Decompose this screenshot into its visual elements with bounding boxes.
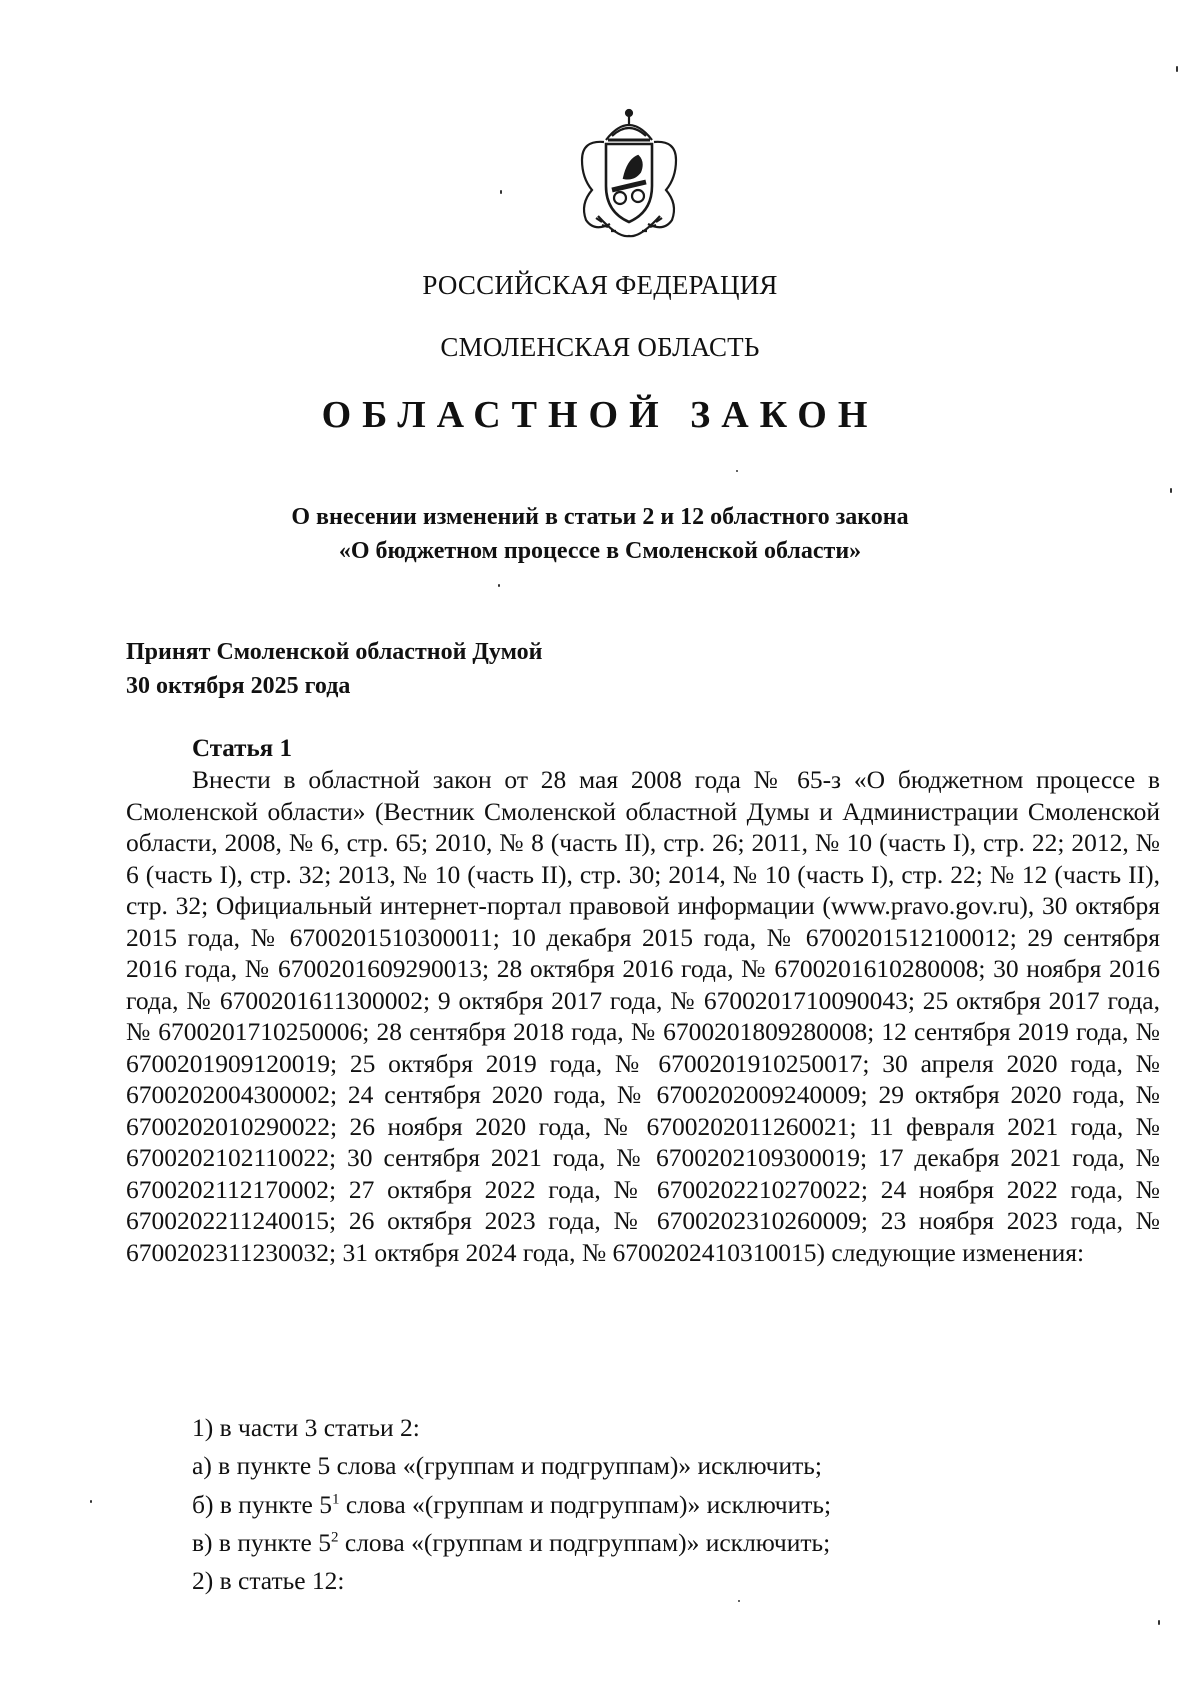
article-1-item-1: [192, 1411, 420, 1445]
law-subtitle-line-2: «О бюджетном процессе в Смоленской области»: [338, 538, 862, 564]
scan-speck: [738, 1600, 740, 1602]
article-1-item-2: [192, 1449, 822, 1483]
item-5-text: 2) в статье 12:: [192, 1566, 345, 1595]
scan-speck: [1158, 1620, 1160, 1625]
item-3-superscript: 1: [331, 1491, 340, 1508]
scan-speck: [500, 190, 502, 194]
item-1-text: 1) в части 3 статьи 2:: [192, 1413, 420, 1442]
adoption-body: Принят Смоленской областной Думой: [126, 639, 543, 665]
document-type-title: ОБЛАСТНОЙ ЗАКОН: [321, 394, 879, 436]
country-heading: РОССИЙСКАЯ ФЕДЕРАЦИЯ: [422, 270, 778, 300]
article-1-item-3: [192, 1488, 831, 1522]
region-heading: СМОЛЕНСКАЯ ОБЛАСТЬ: [440, 332, 760, 362]
item-3-text: б) в пункте 5: [192, 1490, 332, 1519]
item-3-tail: слова «(группам и подгруппам)» исключить;: [339, 1490, 832, 1519]
adoption-date: 30 октября 2025 года: [126, 673, 351, 699]
article-1-item-4: [192, 1526, 830, 1560]
article-1-body: Внести в областной закон от 28 мая 2008 года № 65-з «О бюджетном процессе в Смоленской области» (Вестник Смоленской областной Думы и Администрации Смоленской области, 2008, № 6, стр. 65; 2010, № 8 (часть II), стр. 26; 2011, № 10 (часть I), стр. 22; 2012, № 6 (часть I), стр. 32; 2013, № 10 (часть II), стр. 30; 2014, № 10 (часть I), стр. 22; № 12 (часть II), стр. 32; Официальный интернет-портал правовой информации (www.pravo.gov.ru), 30 октября 2015 года, № 6700201510300011; 10 декабря 2015 года, № 6700201512100012; 29 сентября 2016 года, № 6700201609290013; 28 октября 2016 года, № 6700201610280008; 30 ноября 2016 года, № 6700201611300002; 9 октября 2017 года, № 6700201710090043; 25 октября 2017 года, № 6700201710250006; 28 сентября 2018 года, № 6700201809280008; 12 сентября 2019 года, № 6700201909120019; 25 октября 2019 года, № 6700201910250017; 30 апреля 2020 года, № 6700202004300002; 24 сентября 2020 года, № 6700202009240009; 29 октября 2020 года, № 6700202010290022; 26 ноября 2020 года, № 6700202011260021; 11 февраля 2021 года, № 6700202102110022; 30 сентября 2021 года, № 6700202109300019; 17 декабря 2021 года, № 6700202112170002; 27 октября 2022 года, № 6700202210270022; 24 ноября 2022 года, № 6700202211240015; 26 октября 2023 года, № 6700202310260009; 23 ноября 2023 года, № 6700202311230032; 31 октября 2024 года, № 6700202410310015) следующие изменения:: [126, 765, 1160, 1267]
scan-speck: [736, 470, 738, 472]
scan-speck: [1176, 66, 1178, 72]
item-2-text: а) в пункте 5 слова «(группам и подгруппам)» исключить;: [192, 1451, 822, 1480]
adoption-note: [126, 635, 542, 703]
law-subtitle: [0, 500, 1200, 568]
coat-of-arms-emblem: [568, 106, 690, 242]
item-4-text: в) в пункте 5: [192, 1528, 332, 1557]
scan-speck: [90, 1500, 92, 1503]
item-4-superscript: 2: [331, 1529, 339, 1546]
scan-speck: [1170, 488, 1172, 493]
article-1-heading: Статья 1: [192, 735, 292, 762]
item-4-tail: слова «(группам и подгруппам)» исключить;: [338, 1528, 831, 1557]
scan-speck: [498, 584, 500, 587]
article-1-item-5: [192, 1564, 345, 1598]
law-subtitle-line-1: О внесении изменений в статьи 2 и 12 областного закона: [291, 504, 909, 530]
